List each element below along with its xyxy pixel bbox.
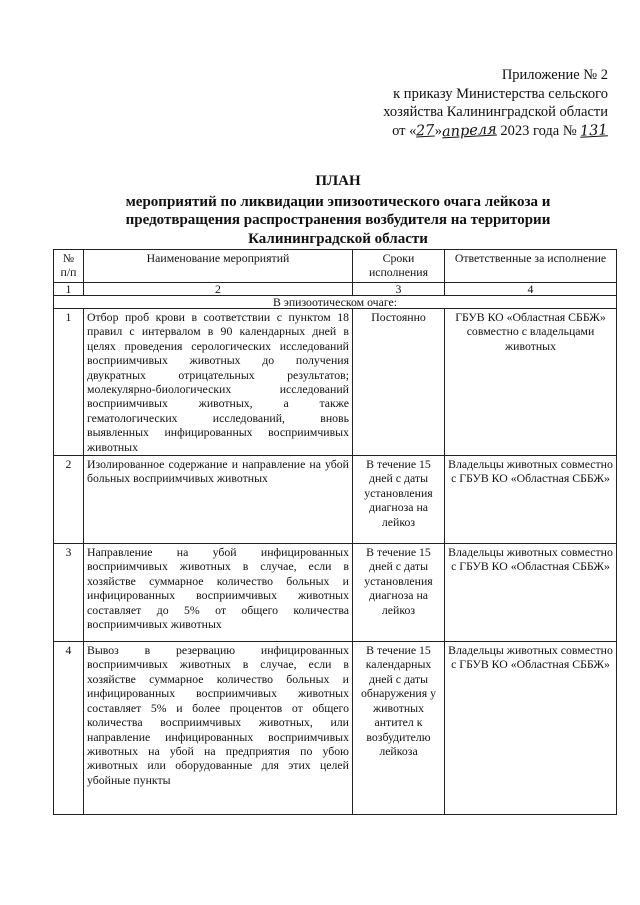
row-term: В течение 15 календарных дней с даты обнаружения у животных антител к возбудителю лейкоза [353, 642, 445, 815]
title-line-3: Калининградской области [248, 230, 428, 247]
col-number-1: 1 [54, 283, 84, 296]
document-title [60, 172, 616, 248]
title-line-2: предотвращения распространения возбудителя на территории [125, 212, 551, 228]
handwritten-day: 27 [415, 122, 436, 139]
date-mid: » [434, 122, 443, 139]
section-title: В эпизоотическом очаге: [54, 296, 617, 309]
header-activity: Наименование мероприятий [84, 250, 353, 283]
row-term: В течение 15 дней с даты установления диагноза на лейкоз [353, 544, 445, 642]
header-term: Сроки исполнения [353, 250, 445, 283]
col-number-3: 3 [353, 283, 445, 296]
row-activity: Изолированное содержание и направление на убой больных восприимчивых животных [84, 456, 353, 544]
plan-heading: ПЛАН [315, 173, 361, 189]
table-row [54, 642, 617, 815]
handwritten-month: апреля [441, 121, 498, 140]
plan-table [53, 249, 617, 815]
table-row [54, 309, 617, 456]
row-activity: Направление на убой инфицированных восприимчивых животных в случае, если в хозяйстве суммарное количество больных и инфицированных восприимчивых животных составляет до 5% от общего количества восприимчивых животных [84, 544, 353, 642]
row-responsible: Владельцы животных совместно с ГБУВ КО «Областная СББЖ» [445, 456, 617, 544]
row-number: 1 [54, 309, 84, 456]
row-number: 2 [54, 456, 84, 544]
appendix-header [383, 66, 608, 140]
appendix-date-line [383, 122, 608, 141]
row-term: Постоянно [353, 309, 445, 456]
row-term: В течение 15 дней с даты установления диагноза на лейкоз [353, 456, 445, 544]
col-number-2: 2 [84, 283, 353, 296]
row-responsible: ГБУВ КО «Областная СББЖ» совместно с владельцами животных [445, 309, 617, 456]
table-row [54, 456, 617, 544]
header-number: № п/п [54, 250, 84, 283]
date-year: 2023 года № [500, 122, 577, 139]
section-row [54, 296, 617, 309]
column-number-row [54, 283, 617, 296]
row-number: 4 [54, 642, 84, 815]
title-line-1: мероприятий по ликвидации эпизоотического очага лейкоза и [125, 193, 551, 210]
header-responsible: Ответственные за исполнение [445, 250, 617, 283]
row-number: 3 [54, 544, 84, 642]
col-number-4: 4 [445, 283, 617, 296]
table-header-row [54, 250, 617, 283]
row-activity: Вывоз в резервацию инфицированных восприимчивых животных в случае, если в хозяйстве суммарное количество больных и инфицированных восприимчивых животных составляет 5% и более процентов от общего количества восприимчивых животных, или направление инфицированных восприимчивых животных на убой на предприятия по убою животных или оборудованные для этих целей убойные пункты [84, 642, 353, 815]
appendix-ministry-line: хозяйства Калининградской области [383, 104, 608, 120]
table-row [54, 544, 617, 642]
appendix-title: Приложение № 2 [501, 67, 608, 83]
row-responsible: Владельцы животных совместно с ГБУВ КО «Областная СББЖ» [445, 642, 617, 815]
row-responsible: Владельцы животных совместно с ГБУВ КО «Областная СББЖ» [445, 544, 617, 642]
handwritten-number: 131 [579, 121, 609, 140]
date-prefix: от « [392, 122, 417, 139]
appendix-order-line: к приказу Министерства сельского [393, 85, 608, 102]
row-activity: Отбор проб крови в соответствии с пунктом 18 правил с интервалом в 90 календарных дней в целях проведения серологических исследований восприимчивых животных до получения двукратных отрицательных результатов; молекулярно-биологических исследований восприимчивых животных, а также гематологических исследований, вновь выявленных инфицированных восприимчивых животных [84, 309, 353, 456]
